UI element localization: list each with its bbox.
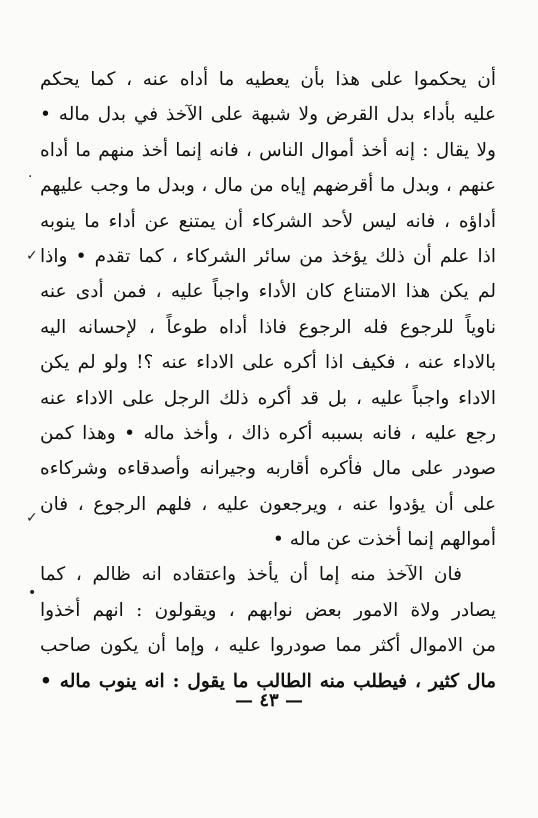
text-line: عليه بأداء بدل القرض ولا شبهة على الآخذ في بدل ماله • <box>40 104 496 126</box>
text-line: مال كثير ، فيطلب منه الطالب ما يقول : انه ينوب ماله • <box>40 670 496 692</box>
text-line: اذا علم أن ذلك يؤخذ من سائر الشركاء ، كما تقدم • واذا <box>40 245 496 267</box>
text-line: يصادر ولاة الامور بعض نوابهم ، ويقولون : انهم أخذوا <box>40 599 496 621</box>
text-line: من الاموال أكثر مما صودروا عليه ، وإما أن يكون صاحب <box>40 635 496 657</box>
margin-tick-mark: ✓ <box>26 248 38 264</box>
text-line: ناوياً للرجوع فله الرجوع فاذا أداه طوعاً ، لإحسانه اليه <box>40 316 496 338</box>
text-line: عنهم ، وبدل ما أقرضهم إياه من مال ، وبدل ما وجب عليهم <box>40 175 496 197</box>
text-line: على أن يؤدوا عنه ، ويرجعون عليه ، فلهم الرجوع ، فان <box>40 493 496 515</box>
text-line: أن يحكموا على هذا بأن يعطيه ما أداه عنه ، كما يحكم <box>40 69 496 90</box>
text-line: أداؤه ، فانه ليس لأحد الشركاء أن يمتنع عن أداء ما ينوبه <box>40 210 496 232</box>
margin-tick-mark: ✓ <box>26 510 38 526</box>
margin-dot-mark: . <box>28 165 33 181</box>
text-line: صودر على مال فأكره أقاربه وجيرانه وأصدقاءه وشركاءه <box>40 458 496 480</box>
margin-dot-mark: • <box>28 585 37 601</box>
text-line: بالاداء عنه ، فكيف اذا أكره على الاداء عنه ؟! ولو لم يكن <box>40 352 496 374</box>
text-line: أموالهم إنما أخذت عن ماله • <box>272 529 496 551</box>
text-line: رجع عليه ، فانه بسببه أكره ذاك ، وأخذ ماله • وهذا كمن <box>40 422 496 444</box>
body-text <box>40 62 496 699</box>
text-line: ولا يقال : إنه أخذ أموال الناس ، فانه إنما أخذ منهم ما أداه <box>40 139 496 161</box>
page-number: — ٤٣ — <box>235 690 303 711</box>
paragraph-start-line: فان الآخذ منه إما أن يأخذ واعتقاده انه ظالم ، كما <box>40 564 462 586</box>
text-line: لم يكن هذا الامتناع كان الأداء واجباً عليه ، فمن أدى عنه <box>40 281 496 303</box>
text-line: الاداء واجباً عليه ، بل قد أكره ذلك الرجل على الاداء عنه <box>40 387 496 409</box>
